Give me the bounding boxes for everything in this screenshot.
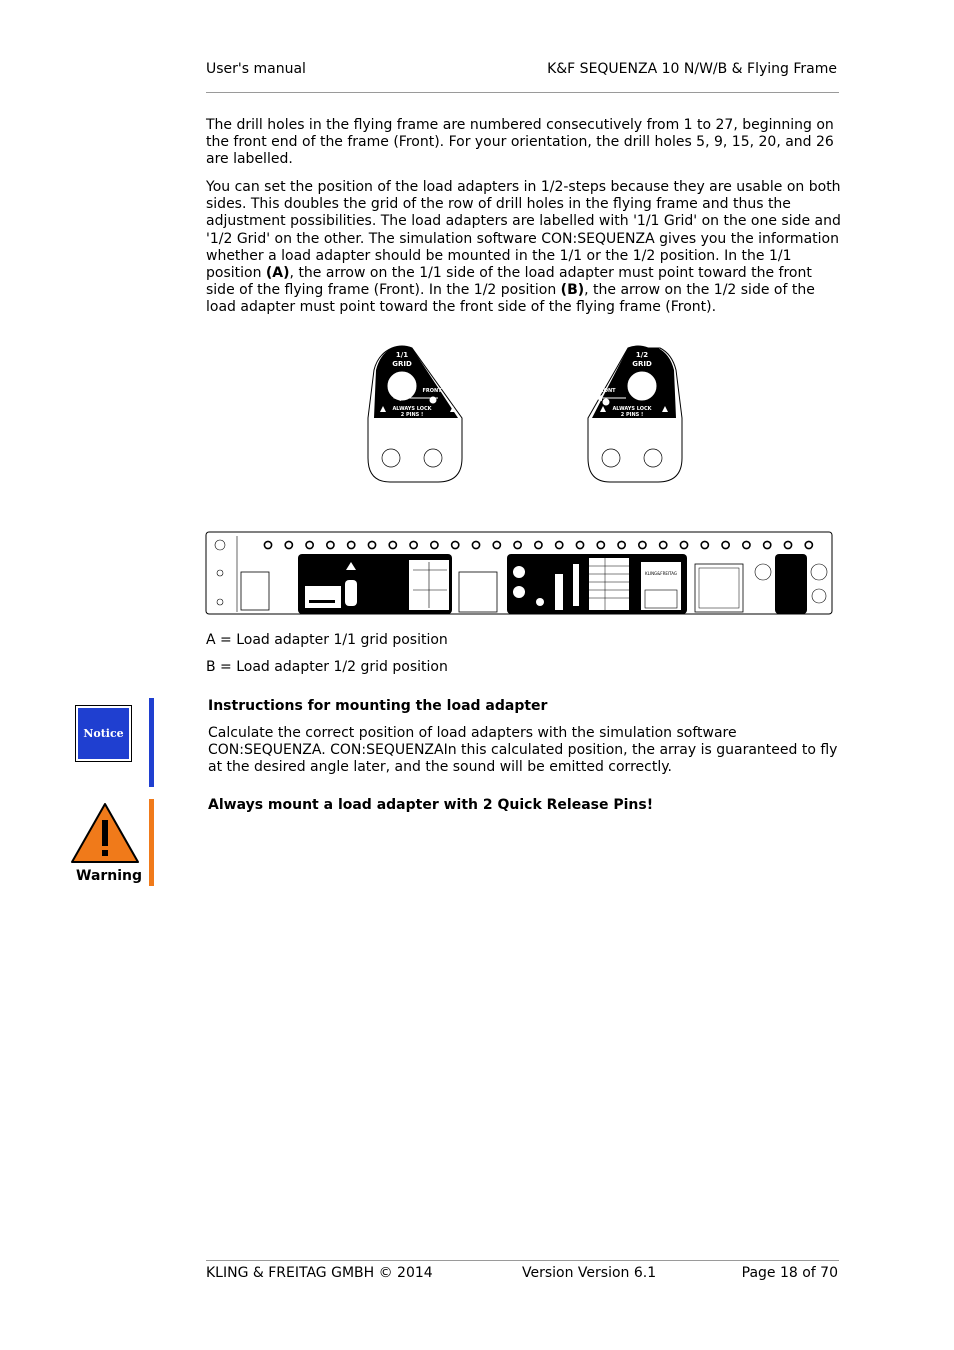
footer-rule bbox=[206, 1260, 839, 1261]
adapter-a-grid-2: GRID bbox=[392, 360, 412, 368]
adapter-a-lock-2: 2 PINS ! bbox=[400, 412, 424, 418]
load-adapter-figure bbox=[360, 340, 700, 490]
drill-hole bbox=[514, 541, 521, 548]
drill-hole bbox=[639, 541, 646, 548]
drill-hole bbox=[784, 541, 791, 548]
drill-hole bbox=[285, 541, 292, 548]
drill-hole bbox=[410, 541, 417, 548]
load-adapter-a bbox=[368, 346, 462, 482]
footer-version: Version Version 6.1 bbox=[522, 1265, 657, 1281]
drill-hole bbox=[431, 541, 438, 548]
drill-hole bbox=[680, 541, 687, 548]
notice-badge-label: Notice bbox=[78, 708, 129, 759]
header-rule bbox=[206, 92, 839, 93]
drill-hole bbox=[348, 541, 355, 548]
drill-hole bbox=[556, 541, 563, 548]
drill-hole bbox=[472, 541, 479, 548]
drill-hole bbox=[306, 541, 313, 548]
caption-b: B = Load adapter 1/2 grid position bbox=[206, 659, 448, 675]
drill-hole bbox=[805, 541, 812, 548]
adapter-a-grid-1: 1/1 bbox=[395, 351, 409, 359]
paragraph-load-adapters: You can set the position of the load adapters in 1/2-steps because they are usable on both sides. This doubles the grid of the row of drill holes in the flying frame and thus the adjustment possibilities. The load adapters are labelled with '1/1 Grid' on the one side and '1/2 Grid' on the other. The simulation software CON:SEQUENZA gives you the information whether a load adapter should be mounted in the 1/1 or the 1/2 position. In the 1/1 position (A), the arrow on the 1/1 side of the load adapter must point toward the front side of the flying frame (Front). In the 1/2 position (B), the arrow on the 1/2 side of the load adapter must point toward the front side of the flying frame (Front). bbox=[206, 179, 841, 316]
drill-hole bbox=[368, 541, 375, 548]
adapter-b-grid-2: GRID bbox=[632, 360, 652, 368]
adapter-a-lock-1: ALWAYS LOCK bbox=[392, 406, 432, 412]
notice-text: Calculate the correct position of load adapters with the simulation software CON:SEQUENZA. CON:SEQUENZAIn this calculated position, the array is guaranteed to fly at the desired angle later, and the sound will be emitted correctly. bbox=[208, 725, 838, 776]
drill-hole bbox=[327, 541, 334, 548]
load-adapter-b bbox=[588, 346, 682, 482]
drill-hole bbox=[597, 541, 604, 548]
drill-hole bbox=[743, 541, 750, 548]
drill-hole bbox=[701, 541, 708, 548]
warning-bar bbox=[149, 799, 154, 886]
warning-label: Warning bbox=[76, 868, 143, 884]
footer-company: KLING & FREITAG GMBH © 2014 bbox=[206, 1265, 433, 1281]
warning-icon bbox=[70, 802, 140, 864]
drill-hole bbox=[389, 541, 396, 548]
notice-heading: Instructions for mounting the load adapter bbox=[208, 698, 548, 714]
header-doc-title: K&F SEQUENZA 10 N/W/B & Flying Frame bbox=[547, 61, 837, 77]
notice-bar bbox=[149, 698, 154, 787]
adapter-a-front: FRONT bbox=[422, 388, 442, 394]
paragraph-drill-holes: The drill holes in the flying frame are numbered consecutively from 1 to 27, beginning on the front end of the frame (Front). For your orientation, the drill holes 5, 9, 15, 20, and 26 are labelled. bbox=[206, 117, 834, 168]
drill-hole bbox=[660, 541, 667, 548]
drill-hole bbox=[722, 541, 729, 548]
drill-hole bbox=[618, 541, 625, 548]
adapter-b-front: FRONT bbox=[596, 388, 616, 394]
drill-hole bbox=[493, 541, 500, 548]
drill-hole bbox=[576, 541, 583, 548]
drill-hole bbox=[535, 541, 542, 548]
drill-hole bbox=[264, 541, 271, 548]
adapter-b-grid-1: 1/2 bbox=[635, 351, 649, 359]
flying-frame-figure bbox=[205, 530, 835, 618]
caption-a: A = Load adapter 1/1 grid position bbox=[206, 632, 448, 648]
drill-hole bbox=[452, 541, 459, 548]
header-doc-type: User's manual bbox=[206, 61, 306, 77]
adapter-b-lock-1: ALWAYS LOCK bbox=[612, 406, 652, 412]
notice-badge bbox=[75, 705, 132, 762]
drill-hole bbox=[764, 541, 771, 548]
warning-text: Always mount a load adapter with 2 Quick Release Pins! bbox=[208, 797, 654, 813]
frame-logo-text: KLING&FREITAG bbox=[645, 571, 677, 576]
adapter-b-lock-2: 2 PINS ! bbox=[620, 412, 644, 418]
footer-page: Page 18 of 70 bbox=[741, 1265, 838, 1281]
